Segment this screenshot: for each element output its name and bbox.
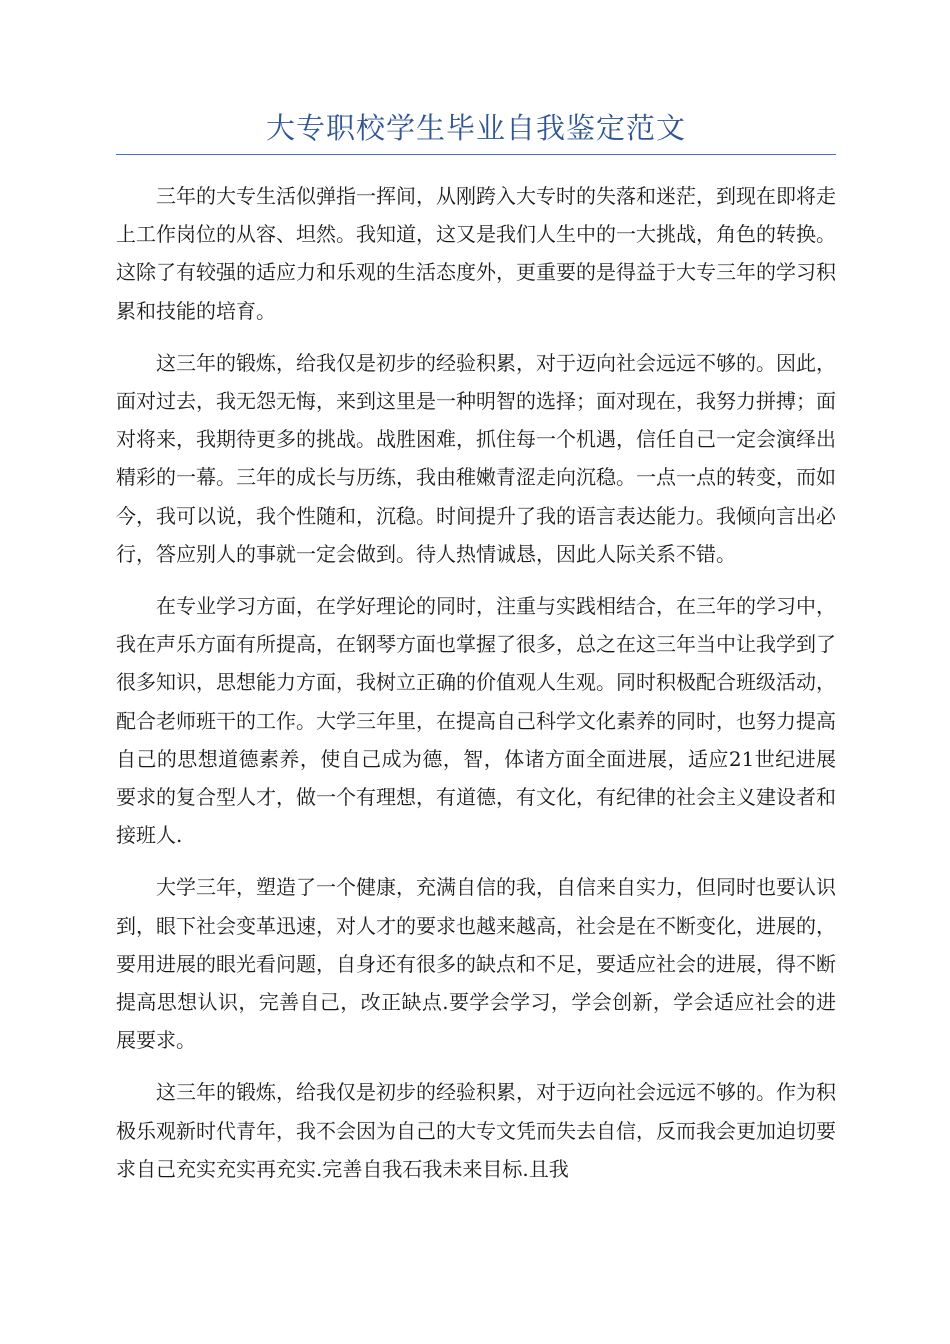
document-title: 大专职校学生毕业自我鉴定范文: [116, 108, 836, 155]
paragraph-5: 这三年的锻炼，给我仅是初步的经验积累，对于迈向社会远远不够的。作为积极乐观新时代青年，我不会因为自己的大专文凭而失去自信，反而我会更加迫切要求自己充实充实再充实.完善自我石我未来目标.且我: [116, 1080, 836, 1181]
paragraph-2: 这三年的锻炼，给我仅是初步的经验积累，对于迈向社会远远不够的。因此，面对过去，我无怨无悔，来到这里是一种明智的选择；面对现在，我努力拼搏；面对将来，我期待更多的挑战。战胜困难，抓住每一个机遇，信任自己一定会演绎出精彩的一幕。三年的成长与历练，我由稚嫩青涩走向沉稳。一点一点的转变，而如今，我可以说，我个性随和，沉稳。时间提升了我的语言表达能力。我倾向言出必行，答应别人的事就一定会做到。待人热情诚恳，因此人际关系不错。: [116, 350, 836, 566]
document-body: [116, 177, 836, 1188]
paragraph-3: 在专业学习方面，在学好理论的同时，注重与实践相结合，在三年的学习中，我在声乐方面有所提高，在钢琴方面也掌握了很多，总之在这三年当中让我学到了很多知识，思想能力方面，我树立正确的价值观人生观。同时积极配合班级活动，配合老师班干的工作。大学三年里，在提高自己科学文化素养的同时，也努力提高自己的思想道德素养，使自己成为德，智，体诸方面全面进展，适应21世纪进展要求的复合型人才，做一个有理想，有道德，有文化，有纪律的社会主义建设者和接班人.: [116, 594, 836, 848]
paragraph-4: 大学三年，塑造了一个健康，充满自信的我，自信来自实力，但同时也要认识到，眼下社会变革迅速，对人才的要求也越来越高，社会是在不断变化，进展的，要用进展的眼光看问题，自身还有很多的缺点和不足，要适应社会的进展，得不断提高思想认识，完善自己，改正缺点.要学会学习，学会创新，学会适应社会的进展要求。: [116, 875, 836, 1053]
document-page: [116, 108, 836, 1202]
paragraph-1: 三年的大专生活似弹指一挥间，从刚跨入大专时的失落和迷茫，到现在即将走上工作岗位的从容、坦然。我知道，这又是我们人生中的一大挑战，角色的转换。这除了有较强的适应力和乐观的生活态度外，更重要的是得益于大专三年的学习积累和技能的培育。: [116, 184, 836, 323]
